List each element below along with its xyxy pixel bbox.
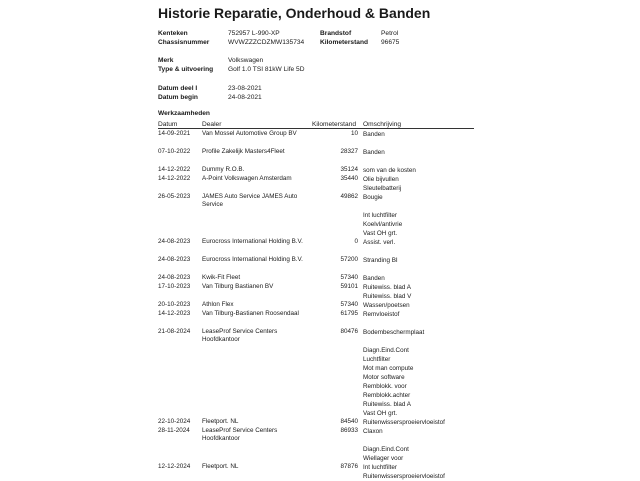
row-omschrijving: [363, 238, 395, 247]
omschrijving-line: Int luchtfilter: [363, 464, 397, 471]
row-datum: 14-12-2023: [158, 310, 191, 317]
omschrijving-line: Remvloeistof: [363, 311, 400, 318]
datum-deel1-label: Datum deel I: [158, 85, 198, 92]
row-datum: 12-12-2024: [158, 463, 191, 470]
row-omschrijving: [363, 148, 385, 157]
kilometerstand-label: Kilometerstand: [320, 39, 368, 46]
section-title-werkzaamheden: Werkzaamheden: [158, 110, 210, 117]
kilometerstand-value: 96675: [381, 39, 400, 46]
row-dealer: Dummy R.O.B.: [202, 166, 245, 173]
omschrijving-line: Banden: [363, 275, 385, 282]
kenteken-value: 752957 L-990-XP: [228, 30, 280, 37]
header-divider: [158, 128, 474, 129]
kenteken-label: Kenteken: [158, 30, 188, 37]
row-kilometerstand: 49862: [340, 193, 358, 200]
omschrijving-line: Stranding BI: [363, 257, 398, 264]
merk-value: Volkswagen: [228, 57, 264, 64]
row-datum: 24-08-2023: [158, 238, 191, 245]
row-datum: 14-09-2021: [158, 130, 191, 137]
row-dealer: Profile Zakelijk Masters4Fleet: [202, 148, 285, 155]
omschrijving-line: Ruitewiss. blad A: [363, 401, 411, 408]
row-kilometerstand: 87876: [340, 463, 358, 470]
omschrijving-line: [363, 337, 424, 346]
omschrijving-line: Bodembeschermplaat: [363, 329, 425, 336]
row-omschrijving: [363, 418, 445, 427]
omschrijving-line: [363, 202, 402, 211]
chassis-label: Chassisnummer: [158, 39, 210, 46]
row-datum: 14-12-2022: [158, 175, 191, 182]
row-kilometerstand: 10: [350, 130, 358, 137]
row-omschrijving: [363, 175, 401, 193]
omschrijving-line: Wassen/poetsen: [363, 302, 410, 309]
row-kilometerstand: 84540: [340, 418, 358, 425]
row-dealer: JAMES Auto Service JAMES Auto Service: [202, 193, 298, 208]
omschrijving-line: Int luchtfilter: [363, 212, 397, 219]
row-datum: 14-12-2022: [158, 166, 191, 173]
omschrijving-line: Ruitewiss. blad V: [363, 293, 412, 300]
row-datum: 07-10-2022: [158, 148, 191, 155]
row-dealer: Fleetport. NL: [202, 418, 239, 425]
row-datum: 20-10-2023: [158, 301, 191, 308]
datum-deel1-value: 23-08-2021: [228, 85, 262, 92]
row-dealer: LeaseProf Service Centers Hoofdkantoor: [202, 328, 278, 343]
row-omschrijving: [363, 328, 424, 418]
row-datum: 22-10-2024: [158, 418, 191, 425]
brandstof-label: Brandstof: [320, 30, 352, 37]
omschrijving-line: Koelvl/antivrie: [363, 221, 403, 228]
brandstof-value: Petrol: [381, 30, 399, 37]
row-datum: 26-05-2023: [158, 193, 191, 200]
row-kilometerstand: 28327: [340, 148, 358, 155]
row-omschrijving: [363, 310, 399, 319]
row-omschrijving: [363, 166, 416, 175]
row-dealer: Eurocross International Holding B.V.: [202, 256, 303, 263]
col-header-omschrijving: Omschrijving: [363, 121, 402, 128]
row-omschrijving: [363, 274, 385, 283]
row-dealer: Eurocross International Holding B.V.: [202, 238, 303, 245]
row-kilometerstand: 86933: [340, 427, 358, 434]
row-dealer: LeaseProf Service Centers Hoofdkantoor: [202, 427, 278, 442]
omschrijving-line: Diagn.Eind.Cont: [363, 446, 409, 453]
omschrijving-line: Vast OH grt.: [363, 410, 398, 417]
row-kilometerstand: 61795: [340, 310, 358, 317]
omschrijving-line: Vast OH grt.: [363, 230, 398, 237]
row-datum: 17-10-2023: [158, 283, 191, 290]
row-omschrijving: [363, 427, 409, 463]
omschrijving-line: Ruitenwissersproeiervloeistof: [363, 473, 445, 480]
omschrijving-line: Mot man compute: [363, 365, 414, 372]
omschrijving-line: som van de kosten: [363, 167, 416, 174]
row-datum: 24-08-2023: [158, 274, 191, 281]
row-datum: 21-08-2024: [158, 328, 191, 335]
col-header-kilometerstand: Kilometerstand: [312, 121, 356, 128]
omschrijving-line: Bougie: [363, 194, 383, 201]
row-dealer: Kwik-Fit Fleet: [202, 274, 241, 281]
omschrijving-line: Diagn.Eind.Cont: [363, 347, 409, 354]
datum-begin-value: 24-08-2021: [228, 94, 262, 101]
row-kilometerstand: 57200: [340, 256, 358, 263]
omschrijving-line: Remblokk.achter: [363, 392, 411, 399]
row-omschrijving: [363, 301, 410, 310]
row-dealer: Van Tilburg-Bastianen Roosendaal: [202, 310, 299, 317]
row-kilometerstand: 80476: [340, 328, 358, 335]
omschrijving-line: Olie bijvullen: [363, 176, 399, 183]
row-kilometerstand: 35440: [340, 175, 358, 182]
row-kilometerstand: 59101: [340, 283, 358, 290]
row-dealer: Van Tilburg Bastianen BV: [202, 283, 274, 290]
col-header-dealer: Dealer: [202, 121, 222, 128]
col-header-datum: Datum: [158, 121, 178, 128]
row-dealer: Athlon Flex: [202, 301, 234, 308]
merk-label: Merk: [158, 57, 174, 64]
omschrijving-line: Assist. verl.: [363, 239, 396, 246]
omschrijving-line: Ruitewiss. blad A: [363, 284, 411, 291]
type-label: Type & uitvoering: [158, 66, 214, 73]
omschrijving-line: Ruitenwissersproeiervloeistof: [363, 419, 445, 426]
row-omschrijving: [363, 193, 402, 238]
row-kilometerstand: 35124: [340, 166, 358, 173]
chassis-value: WVWZZZCDZMW135734: [228, 39, 305, 46]
row-datum: 24-08-2023: [158, 256, 191, 263]
row-kilometerstand: 57340: [340, 274, 358, 281]
row-omschrijving: [363, 283, 411, 301]
omschrijving-line: Sleutelbatterij: [363, 185, 402, 192]
page-title: Historie Reparatie, Onderhoud & Banden: [158, 5, 431, 21]
omschrijving-line: Luchtfilter: [363, 356, 391, 363]
row-omschrijving: [363, 256, 398, 265]
row-dealer: Van Mossel Automotive Group BV: [202, 130, 297, 137]
datum-begin-label: Datum begin: [158, 94, 198, 101]
row-kilometerstand: 0: [354, 238, 358, 245]
omschrijving-line: [363, 436, 409, 445]
row-omschrijving: [363, 463, 445, 481]
omschrijving-line: Wiellager voor: [363, 455, 404, 462]
omschrijving-line: Banden: [363, 149, 385, 156]
row-dealer: Fleetport. NL: [202, 463, 239, 470]
row-dealer: A-Point Volkswagen Amsterdam: [202, 175, 292, 182]
type-value: Golf 1.0 TSI 81kW Life 5D: [228, 66, 305, 73]
omschrijving-line: Claxon: [363, 428, 383, 435]
row-kilometerstand: 57340: [340, 301, 358, 308]
row-datum: 28-11-2024: [158, 427, 190, 434]
omschrijving-line: Motor software: [363, 374, 405, 381]
row-omschrijving: [363, 130, 385, 139]
omschrijving-line: Remblokk. voor: [363, 383, 407, 390]
omschrijving-line: Banden: [363, 131, 385, 138]
